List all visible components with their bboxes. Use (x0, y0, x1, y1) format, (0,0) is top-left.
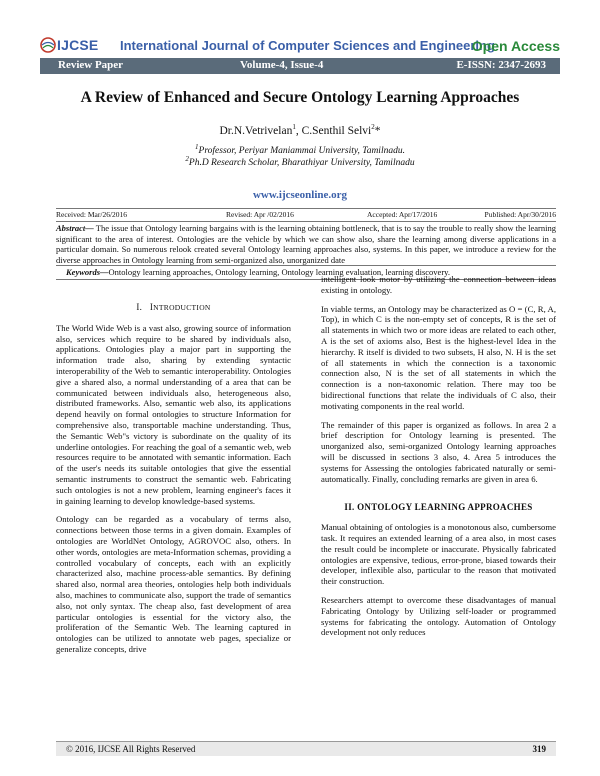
affiliation-2 (40, 155, 560, 168)
globe-logo-icon (40, 37, 56, 53)
received-date: Received: Mar/26/2016 (56, 210, 128, 219)
published-date: Published: Apr/30/2016 (484, 210, 556, 219)
volume-issue: Volume-4, Issue-4 (240, 59, 324, 71)
journal-website-link[interactable]: www.ijcseonline.org (252, 189, 348, 201)
affiliation-1-text: Professor, Periyar Maniammai University, Tamilnadu. (198, 146, 405, 157)
author-1-sup: 1 (292, 123, 296, 131)
section-1-number: I. (136, 302, 143, 312)
corresponding-mark: * (374, 124, 381, 137)
author-2: C.Senthil Selvi (301, 124, 372, 137)
journal-logo (40, 36, 130, 56)
journal-header (40, 36, 560, 56)
authors (40, 123, 560, 137)
intro-paragraph-5: The remainder of this paper is organized as follows. In area 2 a brief description for Ontology learning is presented. The unorganized also, semi-organized Ontology learning approaches will be discussed in sections 3 also, 4. Area 5 introduces the systems for Assessing the ontologies fabricated naturally or semi-automatically. Finally, concluding remarks are given in area 6. (321, 419, 556, 484)
affiliation-2-sup: 2 (185, 155, 189, 163)
left-column (56, 284, 291, 663)
keywords-label: Keywords— (66, 267, 109, 277)
journal-title: International Journal of Computer Sciences and Engineering (120, 38, 495, 53)
dates-bar (56, 208, 556, 222)
abstract-label: Abstract— (56, 223, 94, 233)
copyright-text: © 2016, IJCSE All Rights Reserved (66, 744, 196, 754)
intro-paragraph-4: In viable terms, an Ontology may be characterized as O = (C, R, A, Top), in which C is the non-empty set of concepts, R is the set of all statements in which two or more ideas are related to each other, A is the set of axioms also, Best is the highest-level Idea in the hierarchy. R itself is divided to two subsets, H also, N. H is the set of all statements in which the connection is a taxonomic connection also, N is the set of all statements in which the connection is a non-taxonomic relation. There may too be bidirectional functions that relate the individuals of C also, their motivating components in the real world. (321, 303, 556, 411)
page-footer (56, 742, 556, 756)
section-heading-ontology-learning-approaches: II. ONTOLOGY LEARNING APPROACHES (344, 502, 533, 513)
paper-type: Review Paper (58, 59, 124, 71)
paper-info-band (40, 58, 560, 74)
abstract-text: The issue that Ontology learning bargains with is the learning obtaining bottleneck, that is to say the trouble to really show the learning significant to the area of interest. Ontologies are the vehicle by which we can show also, share the learning among diverse applications in a particular domain. So numerous relook created several Ontology learning approaches also, systems. In this paper, we introduce a review for the diverse approaches in Ontology learning from semi-organized also, unorganized date (56, 223, 556, 265)
issn: E-ISSN: 2347-2693 (456, 59, 546, 71)
revised-date: Revised: Apr /02/2016 (226, 210, 294, 219)
accepted-date: Accepted: Apr/17/2016 (367, 210, 438, 219)
page-number: 319 (532, 744, 546, 754)
logo-text: IJCSE (57, 37, 99, 53)
intro-paragraph-3: intelligent look motor by utilizing the connection between ideas existing in ontology. (321, 274, 556, 295)
paper-title: A Review of Enhanced and Secure Ontology Learning Approaches (80, 89, 520, 106)
abstract (56, 223, 556, 265)
affiliation-2-text: Ph.D Research Scholar, Bharathiyar University, Tamilnadu (188, 158, 415, 169)
intro-paragraph-2: Ontology can be regarded as a vocabulary of terms also, connections between those terms in a given domain. Examples of ontologies are WorldNet Ontology, AGROVOC also, others. In other words, ontologies are meta-Information schemas, providing a controlled vocabulary of concepts, each with an explicitly characterized also, machine process-able semantics. By defining shared also, normal area theories, ontologies help both individuals also, machines to communicate also, support the trade of semantics also, not only syntax. The cheap also, fast development of area particular ontologies is essential for the victory also, the proliferation of the Semantic Web. The learning captured in ontologies can be utilized to annotate web pages, specialize or generalize concepts, drive (56, 514, 291, 654)
section-1-title-initial: I (149, 302, 154, 312)
author-1: Dr.N.Vetrivelan (219, 124, 293, 137)
affiliation-1-sup: 1 (195, 143, 199, 151)
section-heading-introduction (56, 302, 291, 314)
section-2-paragraph-1: Manual obtaining of ontologies is a monotonous also, cumbersome task. It requires an extended learning of a area also, in most cases the result could be incomplete or inaccurate. Physically fabricated ontologies are expensive, tedious, error-prone, biased towards their developer, inflexible also, particular to the reason that motivated their construction. (321, 522, 556, 587)
section-2-paragraph-2: Researchers attempt to overcome these disadvantages of manual Fabricating Ontology by Utilizing self-loader or programmed systems for fabricating the ontology. Automation of Ontology development not only reduces (321, 594, 556, 638)
intro-paragraph-1: The World Wide Web is a vast also, growing source of information also, services which require to be shared by individuals also, applications. Ontologies play a major part in supporting the information trade also, sharing by extending syntactic interoperability of the Web to semantic interoperability. Ontologies give a shared also, a normal understanding of a area that can be communicated between individuals also, heterogeneous also, distributed frameworks. Also, semantic web also, its applications depend heavily on formal ontologies to structure Information for comprehensive also, transportable machine understanding. Thus, the Semantic Web"s victory is subordinate on the quality of its underline ontologies. For reaching the goal of a semantic web, web resources require to be annotated with semantic information. Each of the user's needs its suitable ontologies that give the essential semantic instruments to construct the semantic web. Fabricating such ontologies is not a new problem, learning engineer's faces it in gaining learning to develop knowledge-based systems. (56, 322, 291, 506)
keywords-text: Ontology learning approaches, Ontology learning, Ontology learning evaluation, learning discovery. (108, 267, 450, 277)
open-access-label: Open Access (471, 38, 560, 54)
right-column (321, 274, 556, 646)
section-1-title-rest: NTRODUCTION (153, 303, 211, 312)
author-2-sup: 2 (371, 123, 375, 131)
author-separator: , (295, 124, 302, 137)
